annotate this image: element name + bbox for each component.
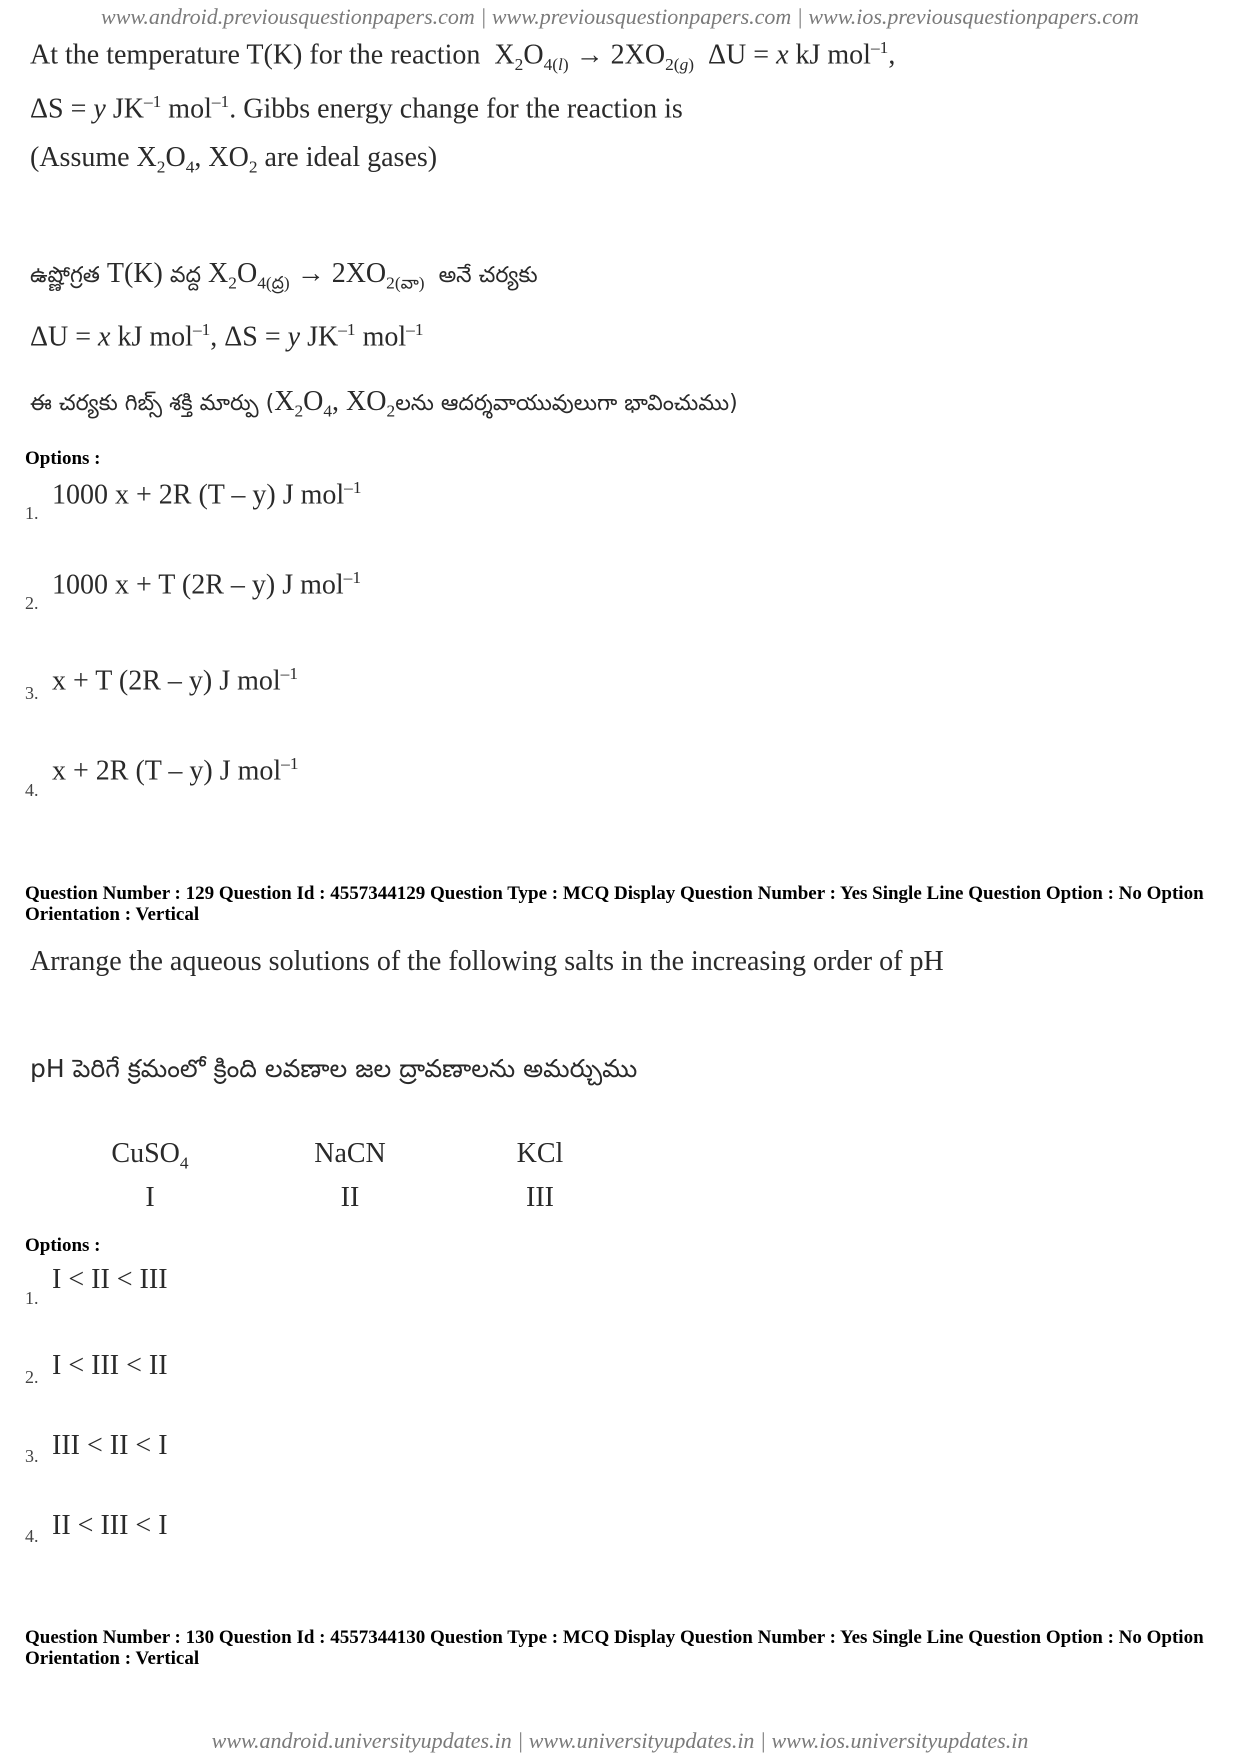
q130-meta: Question Number : 130 Question Id : 4557344130 Question Type : MCQ Display Question Number : Yes Single Line Question Option : No Option Orientation : Vertical	[25, 1627, 1204, 1669]
q128-line3-prefix: (Assume	[30, 142, 137, 173]
salt-1-name: CuSO$_4$	[111, 1138, 189, 1173]
q128-telugu-line1-tk: T(K)	[106, 258, 163, 289]
q128-option-4-num: 4.	[25, 780, 39, 800]
salt-2-roman: II	[340, 1182, 360, 1213]
q128-option-3[interactable]: x + T (2R – y) J mol$^{-1}$	[52, 664, 299, 697]
q128-telugu-line1-suffix: అనే చర్యకు	[431, 263, 538, 288]
q128-line-1: At the temperature T(K) for the reaction $X_2O_{4(l)} \to 2XO_{2(g)}$ ΔU = x kJ mol$^{-1}$,	[30, 38, 896, 74]
q128-option-3-text: x + T (2R – y) J mol	[52, 665, 281, 697]
q128-option-2[interactable]: 1000 x + T (2R – y) J mol$^{-1}$	[52, 568, 362, 601]
q128-options-label: Options :	[25, 448, 101, 469]
q128-telugu-line-1: ఉష్ణోగ్రత T(K) వద్ద $X_2O_{4(ద్ర)} \to 2XO_{2(వా)}$ అనే చర్యకు	[30, 258, 538, 293]
q129-option-2-num: 2.	[25, 1367, 39, 1387]
q128-telugu-line1-prefix: ఉష్ణోగ్రత	[30, 263, 107, 288]
q128-option-3-num: 3.	[25, 683, 39, 703]
q128-line-2: ΔS = y $JK^{-1}$ mol$^{-1}$. Gibbs energy change for the reaction is	[30, 92, 683, 125]
salt-3-name: KCl	[516, 1138, 564, 1169]
q129-meta: Question Number : 129 Question Id : 4557344129 Question Type : MCQ Display Question Number : Yes Single Line Question Option : No Option Orientation : Vertical	[25, 883, 1204, 925]
q128-telugu-line3-suffix: లను ఆదర్శవాయువులుగా భావించుము)	[395, 391, 738, 416]
q128-telugu-line-2: ΔU = x kJ mol$^{-1}$, ΔS = y $JK^{-1}$ mol$^{-1}$	[30, 320, 424, 353]
footer-watermark: www.android.universityupdates.in | www.universityupdates.in | www.ios.universityupdates.in	[211, 1728, 1029, 1753]
q128-option-4[interactable]: x + 2R (T – y) J mol$^{-1}$	[52, 754, 299, 787]
q129-option-3[interactable]: III < II < I	[52, 1430, 168, 1461]
q128-option-1-num: 1.	[25, 503, 39, 523]
q128-telugu-line1-mid: వద్ద	[162, 263, 209, 288]
q128-line-3: (Assume $X_2O_4$, $XO_2$ are ideal gases)	[30, 142, 438, 177]
q129-option-3-num: 3.	[25, 1446, 39, 1466]
q128-option-1-text: 1000 x + 2R (T – y) J mol	[52, 479, 345, 511]
q129-option-1[interactable]: I < II < III	[52, 1264, 168, 1295]
q128-telugu-line3-prefix: ఈ చర్యకు గిబ్స్ శక్తి మార్పు (	[30, 391, 275, 416]
q129-options-label: Options :	[25, 1235, 101, 1256]
q128-line2-text: . Gibbs energy change for the reaction is	[229, 93, 683, 125]
q128-option-1[interactable]: 1000 x + 2R (T – y) J mol$^{-1}$	[52, 478, 362, 511]
q129-question: Arrange the aqueous solutions of the following salts in the increasing order of pH	[30, 946, 944, 977]
q129-option-1-num: 1.	[25, 1288, 39, 1308]
salt-3-roman: III	[526, 1182, 554, 1213]
q129-option-4-num: 4.	[25, 1526, 39, 1546]
q128-option-2-text: 1000 x + T (2R – y) J mol	[52, 569, 344, 601]
q128-option-4-text: x + 2R (T – y) J mol	[52, 755, 282, 787]
salt-2-name: NaCN	[314, 1138, 386, 1169]
q129-telugu-question: pH పెరిగే క్రమంలో క్రింది లవణాల జల ద్రావణాలను అమర్చుము	[30, 1054, 638, 1083]
salt-1-roman: I	[145, 1182, 155, 1213]
q129-option-4[interactable]: II < III < I	[52, 1510, 168, 1541]
q128-line1-text: At the temperature T(K) for the reaction	[30, 39, 488, 71]
header-watermark: www.android.previousquestionpapers.com | www.previousquestionpapers.com | www.ios.previousquestionpapers.com	[101, 4, 1139, 29]
q128-option-2-num: 2.	[25, 593, 39, 613]
q128-line3-suffix: are ideal gases)	[257, 142, 438, 173]
q129-option-2[interactable]: I < III < II	[52, 1350, 168, 1381]
q128-telugu-line-3: ఈ చర్యకు గిబ్స్ శక్తి మార్పు ($X_2O_4$, $XO_2లను$ ఆదర్శవాయువులుగా భావించుము)	[30, 386, 738, 421]
